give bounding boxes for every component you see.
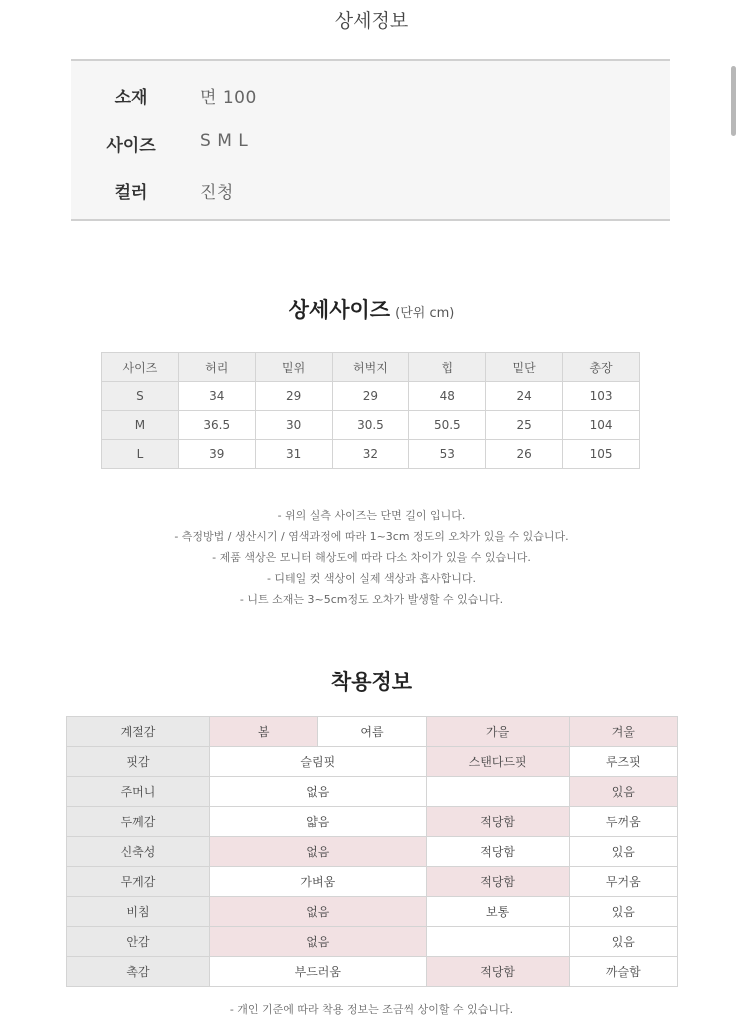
wear-option: 까슬함: [569, 957, 677, 987]
table-header-row: [102, 353, 640, 382]
wear-option: 있음: [569, 927, 677, 957]
table-header-cell: 총장: [563, 353, 640, 382]
table-header-cell: 허벅지: [332, 353, 409, 382]
wear-label: 핏감: [67, 747, 210, 777]
info-row-material: [71, 83, 670, 113]
info-row-size: [71, 131, 670, 161]
wear-row-lining: [67, 927, 678, 957]
wear-row-season: [67, 717, 678, 747]
season-option: 겨울: [569, 717, 677, 747]
table-cell: L: [102, 440, 179, 469]
table-cell: 50.5: [409, 411, 486, 440]
table-cell: 25: [486, 411, 563, 440]
info-value: 면 100: [200, 88, 257, 108]
wear-label: 두께감: [67, 807, 210, 837]
table-cell: 104: [563, 411, 640, 440]
wear-row-pocket: [67, 777, 678, 807]
wear-option: 두꺼움: [569, 807, 677, 837]
note-line: - 니트 소재는 3~5cm정도 오차가 발생할 수 있습니다.: [239, 593, 504, 606]
table-row: [102, 382, 640, 411]
wear-info-title: 착용정보: [330, 670, 413, 694]
wear-row-stretch: [67, 837, 678, 867]
wear-row-fit: [67, 747, 678, 777]
wear-option: 있음: [569, 837, 677, 867]
info-label: 사이즈: [106, 136, 156, 156]
wear-option: 무거움: [569, 867, 677, 897]
wear-option: 부드러움: [209, 957, 426, 987]
wear-option: 루즈핏: [569, 747, 677, 777]
wear-option: 있음: [569, 777, 677, 807]
wear-option: 적당함: [426, 807, 569, 837]
wear-row-weight: [67, 867, 678, 897]
table-cell: 31: [255, 440, 332, 469]
wear-option: 적당함: [426, 867, 569, 897]
wear-option: 적당함: [426, 837, 569, 867]
wear-option: 슬림핏: [209, 747, 426, 777]
wear-label: 무게감: [67, 867, 210, 897]
wear-option: 없음: [209, 837, 426, 867]
season-option: 가을: [426, 717, 569, 747]
wear-option: 스탠다드핏: [426, 747, 569, 777]
info-value: 진청: [200, 183, 234, 203]
size-section-heading: [0, 294, 743, 324]
table-cell: 30.5: [332, 411, 409, 440]
table-cell: M: [102, 411, 179, 440]
table-cell: S: [102, 382, 179, 411]
size-section-unit: (단위 cm): [395, 306, 455, 321]
wear-label: 비침: [67, 897, 210, 927]
wear-info-table: [66, 716, 678, 987]
table-cell: 29: [332, 382, 409, 411]
table-cell: 48: [409, 382, 486, 411]
scrollbar-thumb[interactable]: [731, 66, 736, 136]
wear-row-sheerness: [67, 897, 678, 927]
wear-footnote: - 개인 기준에 따라 착용 정보는 조금씩 상이할 수 있습니다.: [229, 1003, 514, 1016]
season-option: 여름: [318, 717, 426, 747]
table-header-cell: 허리: [178, 353, 255, 382]
table-cell: 39: [178, 440, 255, 469]
info-label: 소재: [114, 88, 148, 108]
wear-option: 가벼움: [209, 867, 426, 897]
wear-label: 계절감: [67, 717, 210, 747]
note-line: - 측정방법 / 생산시기 / 염색과정에 따라 1~3cm 정도의 오차가 있을 수 있습니다.: [174, 530, 569, 543]
wear-label: 촉감: [67, 957, 210, 987]
table-cell: 24: [486, 382, 563, 411]
wear-option: [426, 777, 569, 807]
wear-option: 적당함: [426, 957, 569, 987]
table-cell: 36.5: [178, 411, 255, 440]
size-section-title: 상세사이즈: [288, 298, 391, 322]
wear-label: 주머니: [67, 777, 210, 807]
note-line: - 위의 실측 사이즈는 단면 길이 입니다.: [277, 509, 466, 522]
wear-option: 없음: [209, 897, 426, 927]
wear-option: [426, 927, 569, 957]
table-cell: 32: [332, 440, 409, 469]
table-header-cell: 사이즈: [102, 353, 179, 382]
wear-row-texture: [67, 957, 678, 987]
wear-option: 없음: [209, 927, 426, 957]
wear-option: 있음: [569, 897, 677, 927]
table-header-cell: 밑위: [255, 353, 332, 382]
wear-option: 얇음: [209, 807, 426, 837]
table-cell: 103: [563, 382, 640, 411]
wear-label: 안감: [67, 927, 210, 957]
table-cell: 105: [563, 440, 640, 469]
table-header-cell: 밑단: [486, 353, 563, 382]
wear-label: 신축성: [67, 837, 210, 867]
table-cell: 53: [409, 440, 486, 469]
detail-info-title: 상세정보: [334, 10, 409, 32]
table-row: [102, 411, 640, 440]
info-value: S M L: [200, 131, 249, 151]
table-header-cell: 힙: [409, 353, 486, 382]
wear-option: 보통: [426, 897, 569, 927]
info-row-color: [71, 178, 670, 208]
note-line: - 제품 색상은 모니터 해상도에 따라 다소 차이가 있을 수 있습니다.: [212, 551, 531, 564]
note-line: - 디테일 컷 색상이 실제 색상과 흡사합니다.: [266, 572, 477, 585]
detail-info-box: [71, 59, 670, 221]
table-cell: 30: [255, 411, 332, 440]
table-cell: 34: [178, 382, 255, 411]
wear-option: 없음: [209, 777, 426, 807]
season-option: 봄: [209, 717, 317, 747]
info-label: 컬러: [114, 183, 148, 203]
size-notes: [0, 505, 743, 610]
table-cell: 26: [486, 440, 563, 469]
table-row: [102, 440, 640, 469]
wear-row-thickness: [67, 807, 678, 837]
table-cell: 29: [255, 382, 332, 411]
size-table: [101, 352, 640, 469]
